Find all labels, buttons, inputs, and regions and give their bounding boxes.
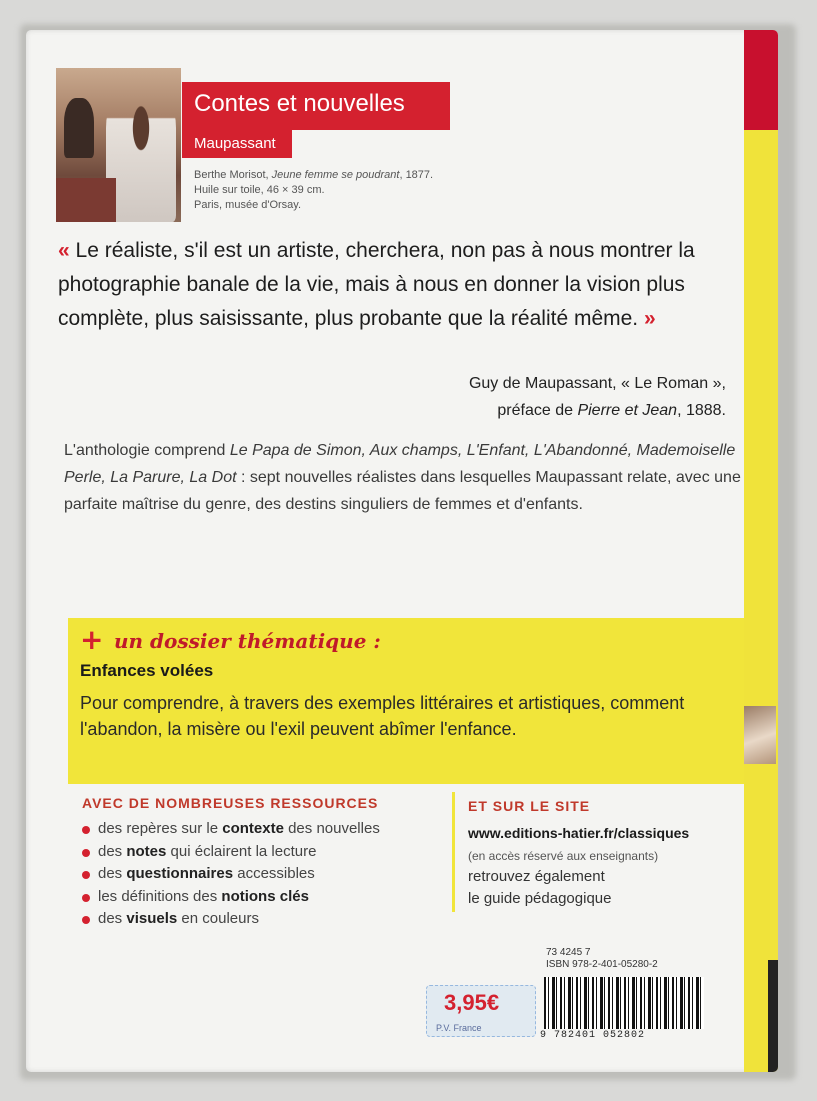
- dossier-text: Pour comprendre, à travers des exemples littéraires et artistiques, comment l'abandon, la misère ou l'exil peuvent abîmer l'enfance.: [80, 693, 685, 739]
- section-divider: [452, 792, 455, 912]
- list-item: des repères sur le contexte des nouvelles: [82, 818, 380, 841]
- price-label: P.V. France: [436, 1023, 482, 1033]
- dossier-subtitle: Enfances volées: [80, 661, 214, 680]
- spine-yellow-band: [744, 130, 778, 1072]
- spine-black-band: [768, 960, 778, 1072]
- resources-heading: AVEC DE NOMBREUSES RESSOURCES: [82, 795, 379, 811]
- dossier-title: un dossier thématique :: [114, 629, 381, 653]
- reference-code: 73 4245 7: [546, 947, 591, 958]
- dossier-panel: [68, 618, 744, 784]
- book-title: Contes et nouvelles: [194, 90, 405, 117]
- painting-caption: Berthe Morisot, Jeune femme se poudrant, 1877. Huile sur toile, 46 × 39 cm. Paris, musée d'Orsay.: [194, 169, 434, 211]
- product-codes: [546, 947, 658, 971]
- site-url: www.editions-hatier.fr/classiques: [468, 825, 690, 841]
- anthology-description: L'anthologie comprend Le Papa de Simon, Aux champs, L'Enfant, L'Abandonné, Mademoiselle Perle, La Parure, La Dot : sept nouvelles réalistes dans lesquelles Maupassant relate, avec une parfaite maîtrise du genre, des destins singuliers de femmes et d'enfants.: [64, 442, 741, 513]
- price: 3,95€: [444, 990, 500, 1015]
- isbn: ISBN 978-2-401-05280-2: [546, 959, 658, 970]
- barcode-digits: 9 782401 052802: [540, 1030, 646, 1041]
- list-item: des visuels en couleurs: [82, 908, 380, 931]
- cover-painting-image: [56, 68, 181, 222]
- list-item: des questionnaires accessibles: [82, 863, 380, 886]
- spine-red-band: [744, 30, 778, 130]
- plus-icon: +: [80, 623, 104, 656]
- list-item: des notes qui éclairent la lecture: [82, 841, 380, 864]
- quote-close-mark: »: [644, 307, 656, 330]
- quote-open-mark: «: [58, 239, 70, 262]
- book-author: Maupassant: [194, 135, 276, 152]
- maupassant-quote: [58, 234, 708, 336]
- site-text: retrouvez également le guide pédagogique: [468, 868, 612, 907]
- barcode-icon: [544, 977, 704, 1029]
- quote-attribution: Guy de Maupassant, « Le Roman », préface de Pierre et Jean, 1888.: [468, 375, 726, 419]
- site-heading: ET SUR LE SITE: [468, 798, 591, 814]
- resources-list: [82, 818, 380, 931]
- spine-thumbnail-image: [744, 706, 776, 764]
- site-note: (en accès réservé aux enseignants): [468, 849, 659, 863]
- book-back-cover: [26, 30, 778, 1072]
- list-item: les définitions des notions clés: [82, 886, 380, 909]
- quote-text: Le réaliste, s'il est un artiste, cherchera, non pas à nous montrer la photographie banale de la vie, mais à nous en donner la vision plus complète, plus saisissante, plus probante que la réalité même.: [58, 239, 695, 330]
